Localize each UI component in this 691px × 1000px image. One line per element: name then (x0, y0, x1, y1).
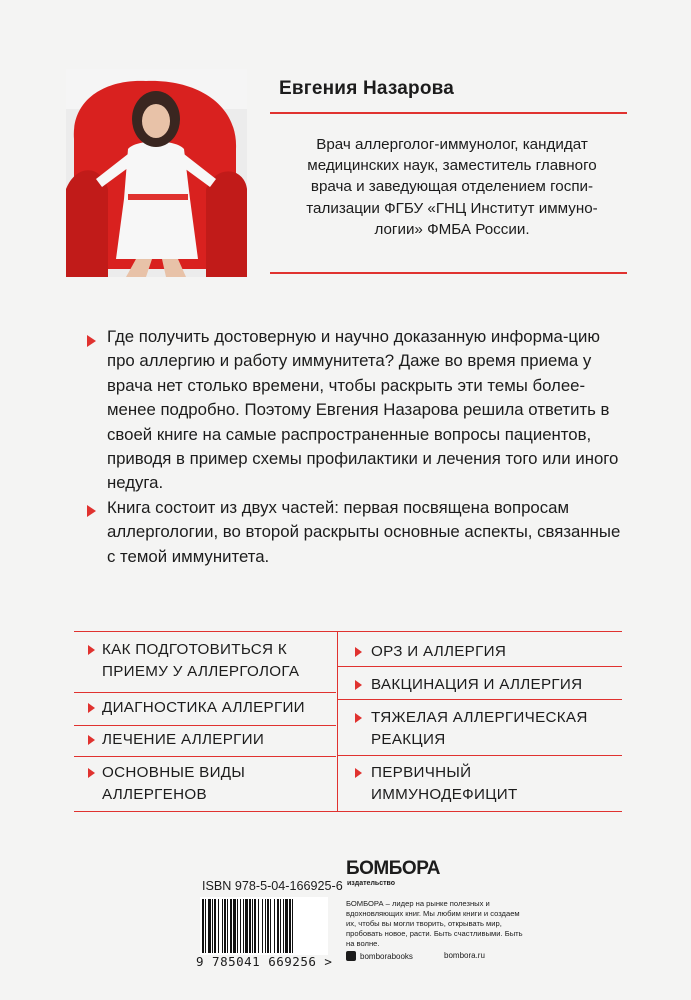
bullet-triangle-icon (87, 335, 96, 347)
grid-line (338, 755, 622, 756)
topic-triangle-icon (355, 647, 362, 657)
topic-left-2: ДИАГНОСТИКА АЛЛЕРГИИ (102, 699, 305, 716)
publisher-text: БОМБОРА – лидер на рынке полезных и вдохновляющих книг. Мы любим книги и создаем их, чтобы вы могли творить, открывать мир, пробовать новое, расти. Быть счастливыми. Быть на волне. (346, 899, 523, 948)
grid-line (74, 692, 336, 693)
grid-line (74, 631, 622, 632)
name-underline (270, 112, 627, 114)
topic-triangle-icon (355, 680, 362, 690)
grid-line (74, 811, 622, 812)
grid-line (338, 666, 622, 667)
barcode (200, 897, 328, 955)
topic-triangle-icon (355, 768, 362, 778)
bullet-triangle-icon (87, 505, 96, 517)
social-handle: bomborabooks (360, 951, 413, 961)
description-paragraph-1: Где получить достоверную и научно доказанную информа-цию про аллергию и работу иммунитета? Даже во время приема у врача нет столько времени, чтобы раскрыть эти темы более-менее подробно. Поэтому Евгения Назарова решила ответить в своей книге на самые распространенные вопросы пациентов, приводя в пример схемы профилактики и лечения того или иного недуга. (107, 327, 619, 493)
topic-triangle-icon (88, 735, 95, 745)
topic-right-3: ТЯЖЕЛАЯ АЛЛЕРГИЧЕСКАЯ РЕАКЦИЯ (371, 709, 588, 748)
grid-line (74, 725, 336, 726)
topic-triangle-icon (88, 768, 95, 778)
author-name: Евгения Назарова (279, 78, 455, 99)
grid-line (74, 756, 336, 757)
topic-triangle-icon (88, 703, 95, 713)
isbn-label: ISBN 978-5-04-166925-6 (202, 879, 343, 893)
website-link[interactable]: bombora.ru (444, 951, 485, 960)
social-link[interactable] (346, 951, 413, 961)
publisher-logo: БОМБОРА (346, 858, 440, 879)
topic-right-1: ОРЗ И АЛЛЕРГИЯ (371, 643, 507, 660)
barcode-digits: 9 785041 669256 > (196, 954, 333, 969)
topic-triangle-icon (88, 645, 95, 655)
topic-left-3: ЛЕЧЕНИЕ АЛЛЕРГИИ (102, 731, 265, 748)
bio-underline (270, 272, 627, 274)
publisher-logo-subtitle: издательство (347, 880, 395, 887)
topic-right-4: ПЕРВИЧНЫЙ ИММУНОДЕФИЦИТ (371, 764, 518, 803)
topic-left-1: КАК ПОДГОТОВИТЬСЯ К ПРИЕМУ У АЛЛЕРГОЛОГА (102, 641, 300, 680)
author-bio: Врач аллерголог-иммунолог, кандидат медицинских наук, заместитель главного врача и заведующая отделением госпи-тализации ФГБУ «ГНЦ Институт иммуно-логии» ФМБА России. (306, 136, 598, 238)
grid-divider (337, 631, 338, 812)
topic-triangle-icon (355, 713, 362, 723)
vk-icon (346, 951, 356, 961)
author-photo (66, 69, 247, 277)
grid-line (338, 699, 622, 700)
topic-left-4: ОСНОВНЫЕ ВИДЫ АЛЛЕРГЕНОВ (102, 764, 246, 803)
description-paragraph-2: Книга состоит из двух частей: первая посвящена вопросам аллергологии, во второй раскрыты основные аспекты, связанные с темой иммунитета. (107, 498, 621, 566)
topic-right-2: ВАКЦИНАЦИЯ И АЛЛЕРГИЯ (371, 676, 583, 693)
